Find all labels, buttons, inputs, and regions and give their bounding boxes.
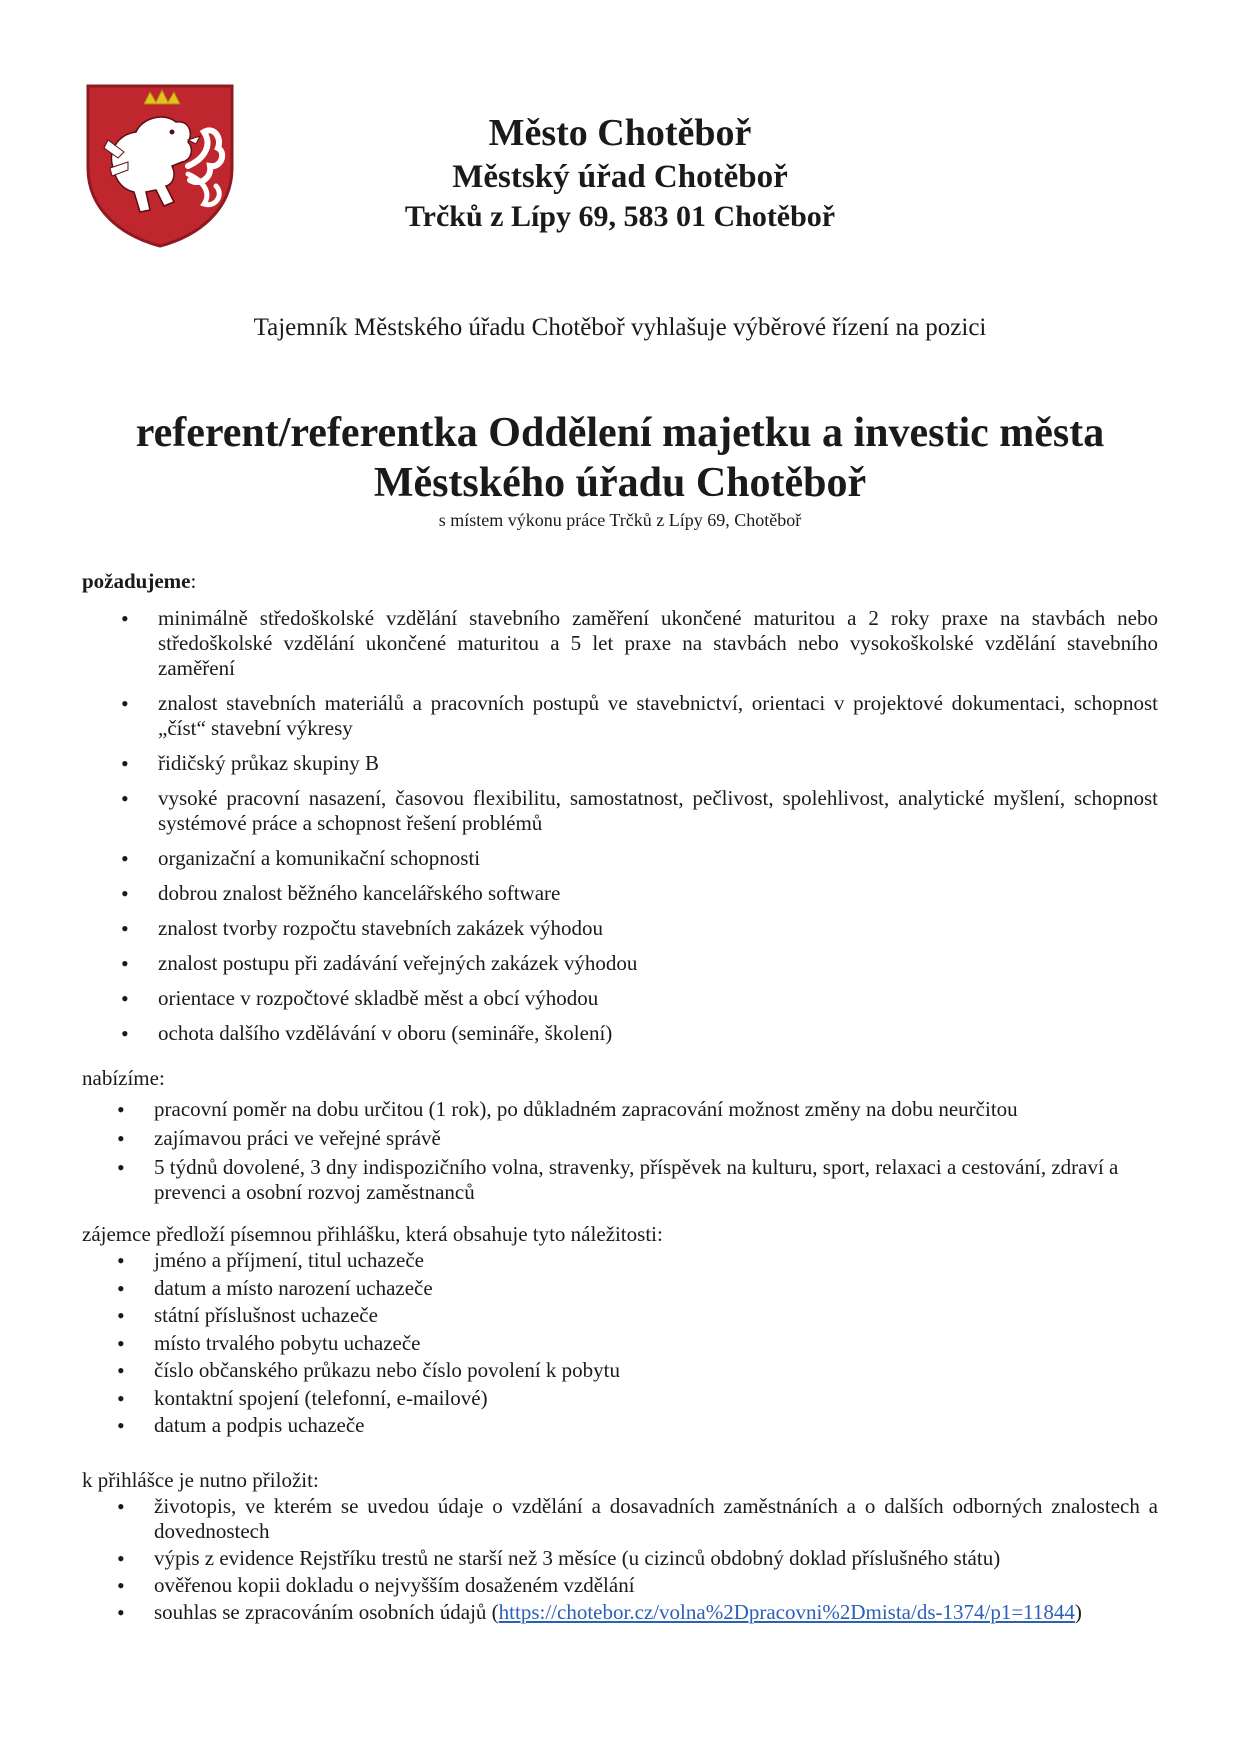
list-item: • minimálně středoškolské vzdělání stavebního zaměření ukončené maturitou a 2 roky praxe na stavbách nebo středoškolské vzdělání ukončené maturitou a 5 let praxe na stavbách nebo vysokoškolské vzdělání stavebního zaměření	[121, 606, 1158, 680]
list-item: • znalost postupu při zadávání veřejných zakázek výhodou	[121, 951, 638, 976]
list-item: • datum a podpis uchazeče	[117, 1413, 365, 1438]
list-item: • jméno a příjmení, titul uchazeče	[117, 1248, 424, 1273]
bullet: •	[121, 786, 129, 811]
bullet: •	[121, 691, 129, 716]
bullet: •	[121, 751, 129, 776]
bullet: •	[121, 606, 129, 631]
list-item: • pracovní poměr na dobu určitou (1 rok), po důkladném zapracování možnost změny na dobu neurčitou	[117, 1097, 1018, 1122]
position-title-office: Městského úřadu Chotěboř	[373, 460, 867, 506]
bullet: •	[117, 1413, 125, 1438]
town-name: Město Chotěboř	[488, 112, 752, 154]
attachments-heading: k přihlášce je nutno přiložit:	[82, 1468, 319, 1492]
list-item: • kontaktní spojení (telefonní, e-mailové)	[117, 1385, 488, 1411]
bullet: •	[121, 986, 129, 1011]
list-item: • zajímavou práci ve veřejné správě	[117, 1126, 441, 1151]
bullet: •	[117, 1275, 125, 1301]
list-item: • státní příslušnost uchazeče	[117, 1303, 378, 1328]
bullet: •	[121, 846, 129, 871]
list-item: • číslo občanského průkazu nebo číslo povolení k pobytu	[117, 1358, 620, 1383]
requirements-heading: požadujeme:	[82, 569, 197, 593]
attachments-list	[117, 1494, 1158, 1627]
bullet: •	[117, 1097, 125, 1122]
offer-heading: nabízíme:	[82, 1066, 165, 1090]
list-item: • orientace v rozpočtové skladbě měst a obcí výhodou	[121, 986, 599, 1011]
list-item: • souhlas se zpracováním osobních údajů (https://chotebor.cz/volna%2Dpracovni%2Dmista/ds-1374/p1=11844)	[117, 1600, 1082, 1625]
offer-list	[117, 1097, 1164, 1209]
list-item: • řidičský průkaz skupiny B	[121, 751, 380, 776]
list-item: • místo trvalého pobytu uchazeče	[117, 1330, 421, 1356]
bullet: •	[117, 1155, 125, 1180]
bullet: •	[117, 1330, 125, 1356]
bullet: •	[117, 1126, 125, 1151]
bullet: •	[121, 916, 129, 941]
requirements-list	[121, 606, 1158, 1056]
list-item: • ochota dalšího vzdělávání v oboru (semináře, školení)	[121, 1021, 613, 1046]
list-item: • ověřenou kopii dokladu o nejvyšším dosaženém vzdělání	[117, 1573, 635, 1598]
bullet: •	[117, 1494, 125, 1519]
list-item: • znalost stavebních materiálů a pracovních postupů ve stavebnictví, orientaci v projektové dokumentaci, schopnost „číst“ stavební výkresy	[121, 691, 1158, 740]
office-address: Trčků z Lípy 69, 583 01 Chotěboř	[404, 200, 836, 233]
list-item: • datum a místo narození uchazeče	[117, 1275, 433, 1301]
list-item: • dobrou znalost běžného kancelářského software	[121, 881, 561, 906]
application-heading: zájemce předloží písemnou přihlášku, která obsahuje tyto náležitosti:	[82, 1222, 663, 1246]
list-item: • znalost tvorby rozpočtu stavebních zakázek výhodou	[121, 916, 603, 941]
intro-text: Tajemník Městského úřadu Chotěboř vyhlašuje výběrové řízení na pozici	[253, 314, 987, 341]
bullet: •	[117, 1573, 125, 1598]
bullet: •	[117, 1385, 125, 1411]
coat-of-arms-icon	[84, 82, 236, 248]
consent-link[interactable]: https://chotebor.cz/volna%2Dpracovni%2Dmista/ds-1374/p1=11844	[498, 1600, 1075, 1624]
bullet: •	[117, 1600, 125, 1625]
bullet: •	[117, 1248, 125, 1273]
bullet: •	[121, 881, 129, 906]
bullet: •	[121, 1021, 129, 1046]
list-item: • životopis, ve kterém se uvedou údaje o vzdělání a dosavadních zaměstnáních a o dalších odborných znalostech a dovednostech	[117, 1494, 1158, 1543]
office-name: Městský úřad Chotěboř	[452, 159, 788, 195]
list-item: • vysoké pracovní nasazení, časovou flexibilitu, samostatnost, pečlivost, spolehlivost, analytické myšlení, schopnost systémové práce a schopnost řešení problémů	[121, 786, 1158, 835]
application-list	[117, 1247, 1154, 1440]
bullet: •	[117, 1303, 125, 1328]
bullet: •	[117, 1546, 125, 1571]
bullet: •	[121, 951, 129, 976]
list-item: • výpis z evidence Rejstříku trestů ne starší než 3 měsíce (u cizinců obdobný doklad příslušného státu)	[117, 1546, 1001, 1571]
bullet: •	[117, 1358, 125, 1383]
list-item: • 5 týdnů dovolené, 3 dny indispozičního volna, stravenky, příspěvek na kulturu, sport, relaxaci a cestování, zdraví a prevenci a osobní rozvoj zaměstnanců	[117, 1155, 1119, 1204]
position-title: referent/referentka Oddělení majetku a investic města	[135, 410, 1105, 456]
workplace-subtitle: s místem výkonu práce Trčků z Lípy 69, Chotěboř	[438, 510, 802, 530]
list-item: • organizační a komunikační schopnosti	[121, 846, 481, 871]
